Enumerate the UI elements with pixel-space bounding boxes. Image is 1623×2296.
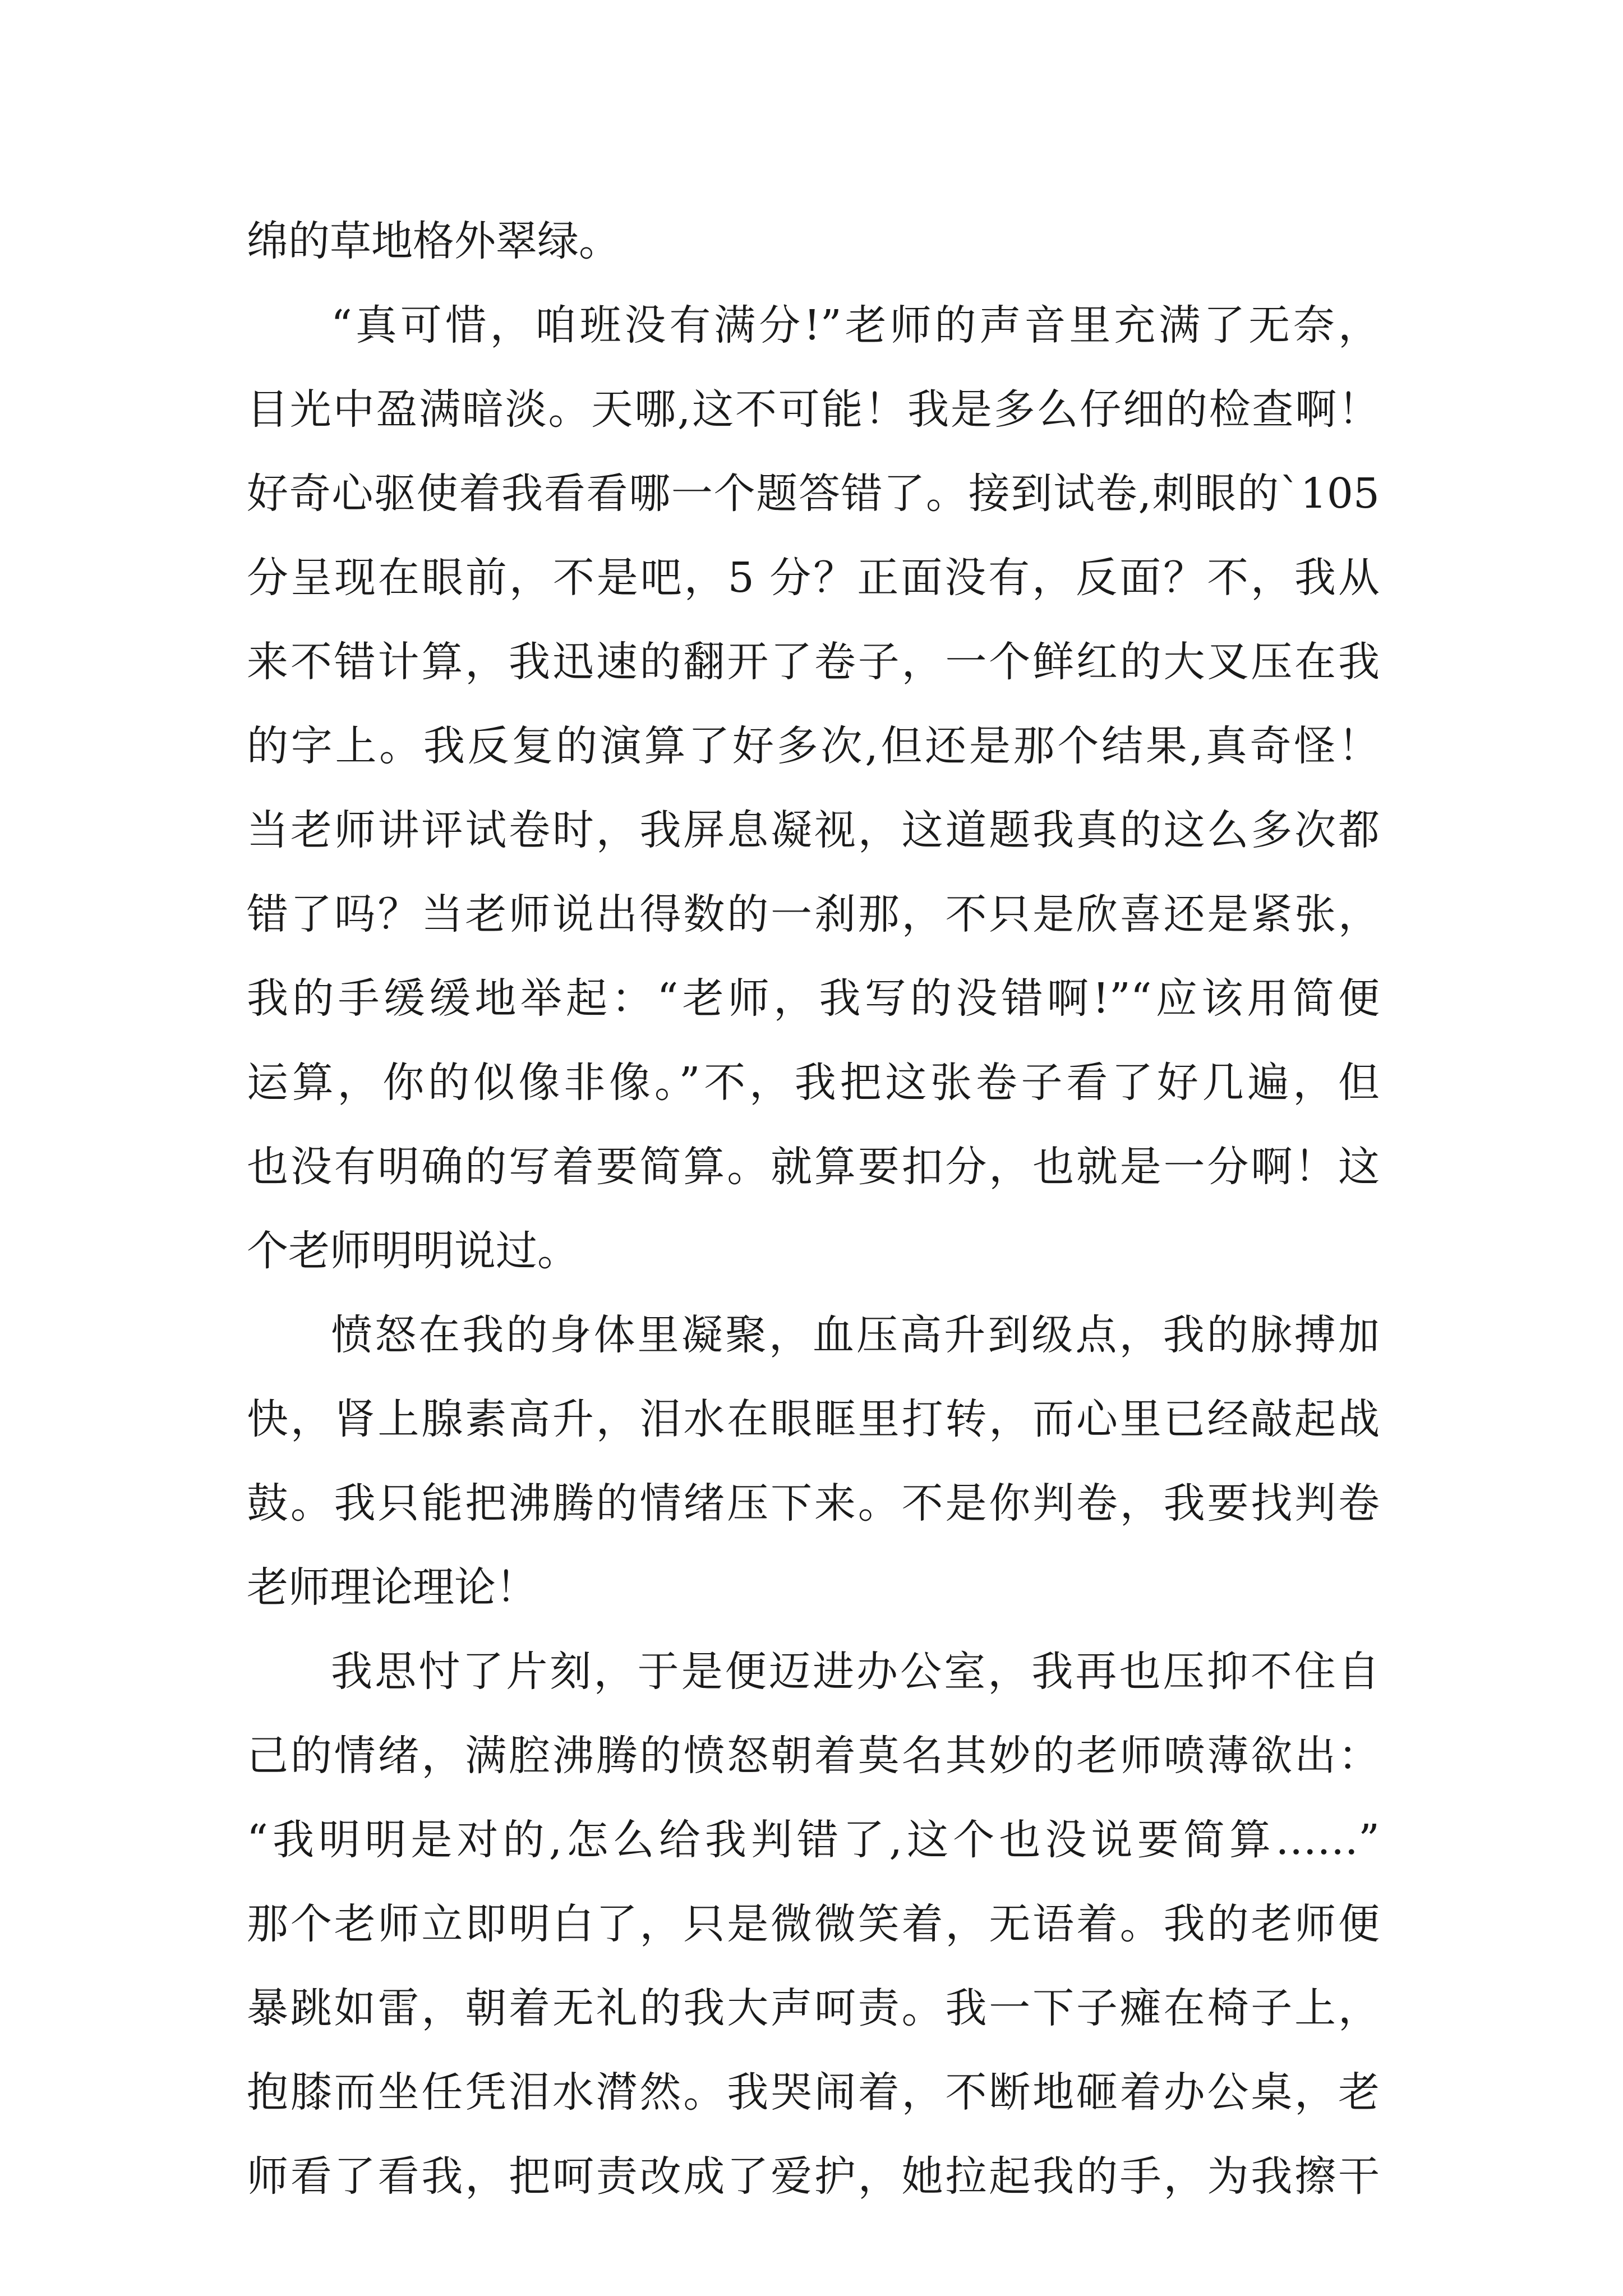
text-line: 好奇心驱使着我看看哪一个题答错了。接到试卷,刺眼的`105 xyxy=(247,470,1380,518)
text-line: 我思忖了片刻，于是便迈进办公室，我再也压抑不住自 xyxy=(331,1648,1380,1696)
text-line: 抱膝而坐任凭泪水潸然。我哭闹着，不断地砸着办公桌，老 xyxy=(247,2068,1380,2116)
text-line: 己的情绪，满腔沸腾的愤怒朝着莫名其妙的老师喷薄欲出： xyxy=(247,1732,1380,1780)
text-line: 那个老师立即明白了，只是微微笑着，无语着。我的老师便 xyxy=(247,1900,1380,1948)
text-line: 师看了看我，把呵责改成了爱护，她拉起我的手，为我擦干 xyxy=(247,2152,1380,2201)
text-line: 快，肾上腺素高升，泪水在眼眶里打转，而心里已经敲起战 xyxy=(247,1395,1380,1443)
text-line: 错了吗？当老师说出得数的一刹那，不只是欣喜还是紧张， xyxy=(247,890,1380,938)
text-line: 的字上。我反复的演算了好多次,但还是那个结果,真奇怪！ xyxy=(247,722,1380,770)
text-line: 目光中盈满暗淡。天哪,这不可能！我是多么仔细的检查啊！ xyxy=(247,385,1380,434)
text-line: 个老师明明说过。 xyxy=(247,1227,579,1275)
text-line: 来不错计算，我迅速的翻开了卷子，一个鲜红的大叉压在我 xyxy=(247,638,1380,686)
text-line: 绵的草地格外翠绿。 xyxy=(247,217,620,265)
text-line: 当老师讲评试卷时，我屏息凝视，这道题我真的这么多次都 xyxy=(247,806,1380,854)
text-line: “真可惜，咱班没有满分!”老师的声音里充满了无奈， xyxy=(331,301,1380,349)
text-line: 我的手缓缓地举起：“老师，我写的没错啊!”“应该用简便 xyxy=(247,974,1380,1023)
text-line: 暴跳如雷，朝着无礼的我大声呵责。我一下子瘫在椅子上， xyxy=(247,1984,1380,2032)
text-line: 愤怒在我的身体里凝聚，血压高升到级点，我的脉搏加 xyxy=(331,1311,1380,1359)
essay-body xyxy=(247,199,1380,2219)
text-line: 分呈现在眼前，不是吧，5 分？正面没有，反面？不，我从 xyxy=(247,554,1380,602)
text-line: 鼓。我只能把沸腾的情绪压下来。不是你判卷，我要找判卷 xyxy=(247,1479,1380,1527)
text-line: “我明明是对的,怎么给我判错了,这个也没说要简算……” xyxy=(247,1816,1380,1864)
text-line: 老师理论理论！ xyxy=(247,1563,537,1612)
text-line: 也没有明确的写着要简算。就算要扣分，也就是一分啊！这 xyxy=(247,1143,1380,1191)
text-line: 运算，你的似像非像。”不，我把这张卷子看了好几遍，但 xyxy=(247,1059,1380,1107)
